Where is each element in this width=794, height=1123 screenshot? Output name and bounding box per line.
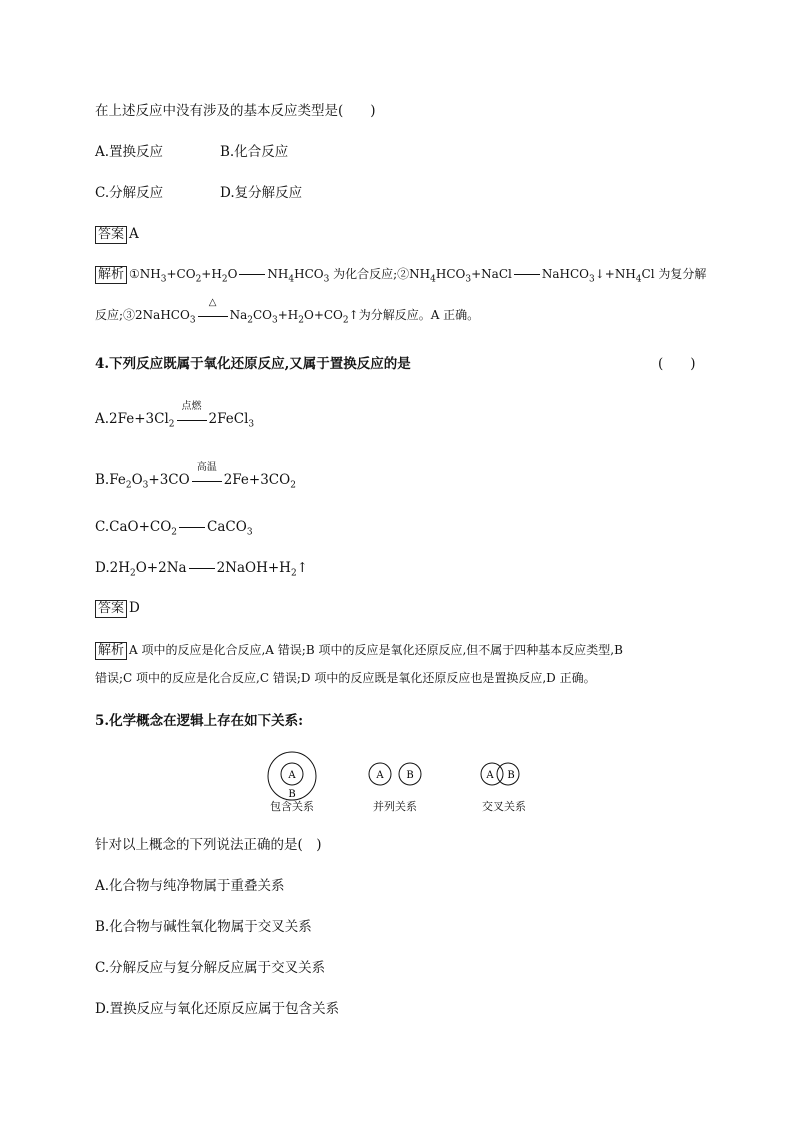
q4-bracket: ( ): [658, 356, 696, 372]
equals-arrow: [189, 568, 215, 569]
q4-answer: [95, 599, 140, 618]
label-contain: 包含关系: [270, 800, 314, 813]
equals-arrow: [239, 274, 265, 275]
q4-option-a: $A.2Fe+3Cl_2$ 点燃 2FeCl$_3$: [95, 400, 255, 430]
label-intersect: 交叉关系: [482, 800, 526, 813]
q3-option-d: D.复分解反应: [220, 185, 303, 201]
circle-a-label: A: [288, 770, 296, 781]
q4-analysis-line1: 解析 A 项中的反应是化合反应,A 错误;B 项中的反应是氧化还原反应,但不属于四种基本反应类型,B: [95, 641, 623, 660]
analysis-tag: 解析: [95, 642, 127, 660]
label-parallel: 并列关系: [373, 800, 417, 813]
q3-answer: [95, 225, 139, 244]
answer-value: D: [129, 600, 140, 616]
relation-diagram-parallel: [366, 760, 428, 788]
svg-text:B: B: [406, 770, 414, 781]
q4-option-b: $B.Fe_2O_3+3CO$ 高温 $2Fe+3CO_2$: [95, 461, 296, 491]
equals-arrow: [514, 274, 540, 275]
q3-analysis-line1: 解析 $①NH_3+CO_2+H_2O$ $NH_4HCO_3$ 为化合反应$;②NH_4HCO_3+NaCl$ $NaHCO_3↓+NH_4Cl$ 为复分解: [95, 265, 706, 288]
answer-tag: 答案: [95, 226, 127, 244]
q3-option-b: B.化合反应: [220, 144, 289, 160]
q4-analysis-line2: 错误;C 项中的反应是化合反应,C 错误;D 项中的反应既是氧化还原反应也是置换反应,D 正确。: [95, 671, 596, 685]
q3-option-a: A.置换反应: [95, 144, 164, 160]
q4-option-d: $D.2H_2O+2Na$ $2NaOH+H_2↑$: [95, 560, 309, 579]
circle-b-label: B: [288, 789, 296, 800]
ignite-condition: 点燃: [177, 413, 207, 427]
q3-analysis-line2: 反应;③2NaHCO$_3$ △ $Na_2CO_3+H_2O+CO_2↑$为分解反应。A 正确。: [95, 296, 480, 326]
svg-text:A: A: [486, 770, 494, 781]
analysis-tag: 解析: [95, 266, 127, 284]
q5-option-c: C.分解反应与复分解反应属于交叉关系: [95, 960, 326, 976]
q5-question: 针对以上概念的下列说法正确的是( ): [95, 837, 322, 853]
q4-stem: 4.下列反应既属于氧化还原反应,又属于置换反应的是: [95, 356, 411, 372]
svg-text:B: B: [507, 770, 515, 781]
q5-option-a: A.化合物与纯净物属于重叠关系: [95, 878, 285, 894]
q5-stem: 5.化学概念在逻辑上存在如下关系:: [95, 713, 304, 729]
svg-text:A: A: [376, 770, 384, 781]
q5-option-b: B.化合物与碱性氧化物属于交叉关系: [95, 919, 312, 935]
answer-value: A: [129, 226, 139, 242]
high-temp-condition: 高温: [192, 474, 222, 488]
relation-diagram-intersect: [476, 760, 526, 788]
q3-stem: 在上述反应中没有涉及的基本反应类型是( ): [95, 103, 376, 119]
answer-tag: 答案: [95, 600, 127, 618]
equals-arrow: [179, 527, 205, 528]
heat-condition: △: [198, 309, 228, 323]
q5-option-d: D.置换反应与氧化还原反应属于包含关系: [95, 1001, 340, 1017]
q3-option-c: C.分解反应: [95, 185, 164, 201]
q4-option-c: $C.CaO+CO_2$ CaCO$_3$: [95, 519, 253, 538]
